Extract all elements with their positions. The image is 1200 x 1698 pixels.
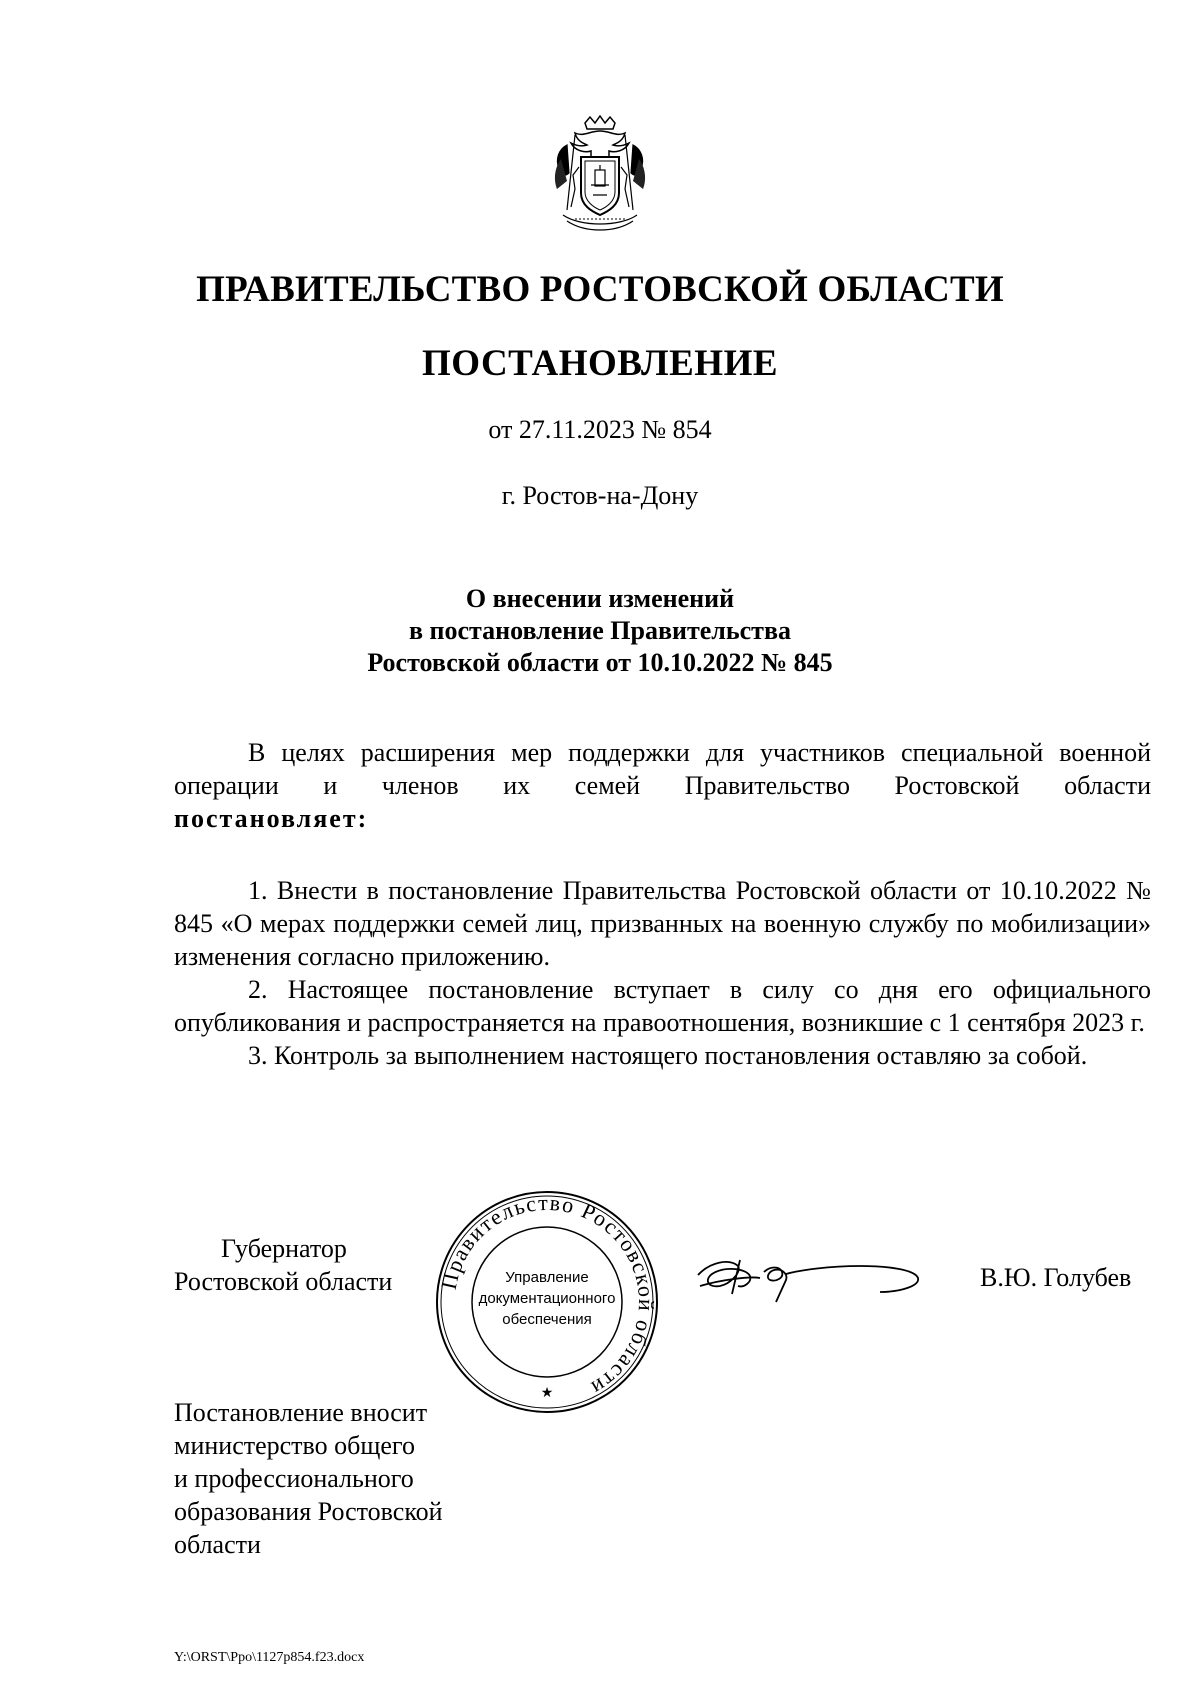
file-path: Y:\ORST\Ppo\1127p854.f23.docx — [174, 1650, 365, 1665]
svg-text:★: ★ — [540, 1385, 554, 1401]
seal-ring-text: Правительство Ростовской области — [435, 1189, 660, 1402]
subject-line: в постановление Правительства — [408, 616, 791, 645]
document-date-number: от 27.11.2023 № 854 — [488, 415, 712, 444]
coat-of-arms-icon — [545, 115, 655, 235]
introduced-by-line: Постановление вносит — [174, 1398, 428, 1427]
official-seal-stamp — [432, 1187, 662, 1417]
resolution-item: 1. Внести в постановление Правительства Ростовской области от 10.10.2022 № 845 «О мерах поддержки семей лиц, призванных на военную службу по мобилизации» изменения согласно приложению. — [174, 876, 1151, 971]
position-line: Ростовской области — [174, 1267, 393, 1296]
signatory-position — [174, 1232, 434, 1298]
introduced-by-line: области — [174, 1530, 261, 1559]
signatory-name: В.Ю. Голубев — [980, 1263, 1132, 1292]
preamble-text: В целях расширения мер поддержки для участников специальной военной операции и членов их семей Правительство Ростовской области — [174, 738, 1151, 800]
introduced-by-line: и профессионального — [174, 1464, 414, 1493]
preamble — [174, 736, 1151, 835]
introduced-by-note — [174, 1396, 474, 1561]
document-type: ПОСТАНОВЛЕНИЕ — [421, 343, 779, 384]
handwritten-signature-icon — [690, 1240, 940, 1310]
subject-line: Ростовской области от 10.10.2022 № 845 — [367, 648, 833, 677]
resolution-item: 3. Контроль за выполнением настоящего постановления оставляю за собой. — [248, 1041, 1088, 1070]
resolution-items — [174, 874, 1151, 1072]
position-line: Губернатор — [221, 1234, 347, 1263]
subject-line: О внесении изменений — [465, 584, 735, 613]
seal-center-line: Управление — [505, 1269, 589, 1286]
introduced-by-line: министерство общего — [174, 1431, 415, 1460]
introduced-by-line: образования Ростовской — [174, 1497, 443, 1526]
document-subject — [0, 583, 1200, 679]
seal-center-line: обеспечения — [502, 1311, 592, 1328]
resolves-word: постановляет: — [174, 804, 369, 833]
document-city: г. Ростов-на-Дону — [501, 481, 699, 510]
organization-title: ПРАВИТЕЛЬСТВО РОСТОВСКОЙ ОБЛАСТИ — [196, 269, 1004, 310]
seal-center-line: документационного — [478, 1290, 616, 1307]
resolution-item: 2. Настоящее постановление вступает в силу со дня его официального опубликования и распространяется на правоотношения, возникшие с 1 сентября 2023 г. — [174, 975, 1151, 1037]
